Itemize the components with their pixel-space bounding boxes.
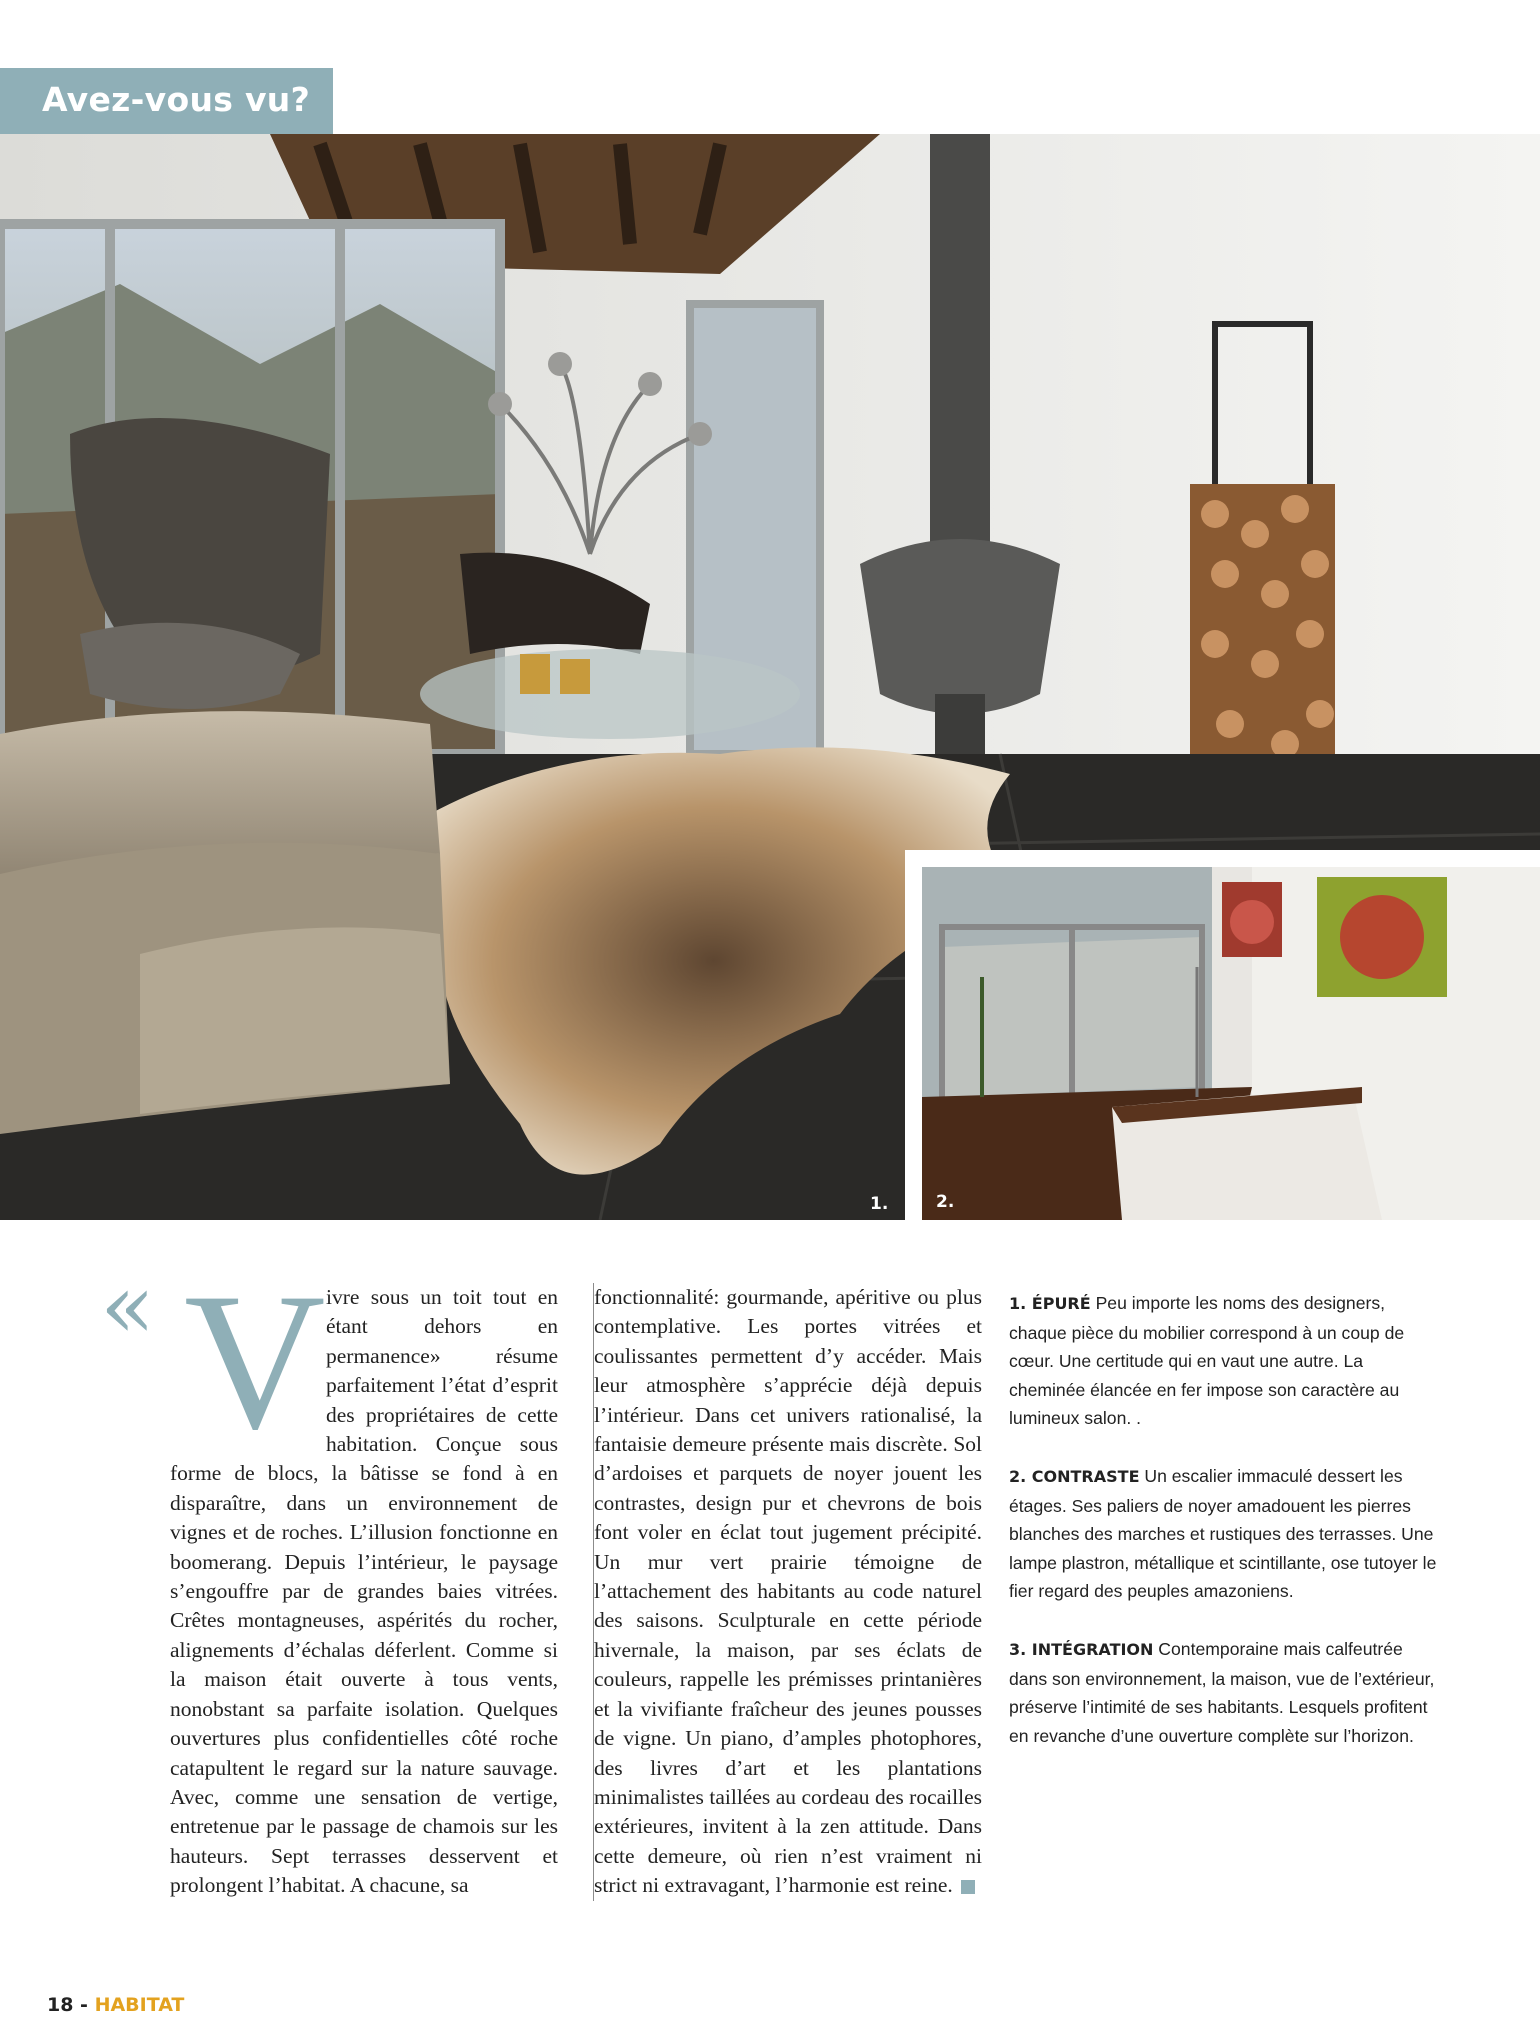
article-paragraph-1 bbox=[170, 1253, 558, 1901]
caption-3-text: Contemporaine mais calfeutrée dans son environnement, la maison, vue de l’extérieur, préserve l’intimité de ses habitants. Lesquels profitent en revanche d’une ouverture complète sur l’horizon. bbox=[1009, 1638, 1435, 1746]
section-tag bbox=[0, 68, 333, 134]
photo-staircase bbox=[922, 867, 1540, 1220]
article-column-2 bbox=[593, 1283, 982, 1901]
photo-number-1: 1. bbox=[870, 1194, 889, 1214]
section-tag-label: Avez-vous vu? bbox=[42, 80, 311, 119]
page-number: 18 - bbox=[47, 1994, 95, 2016]
photo-number-2: 2. bbox=[936, 1192, 955, 1212]
photo-staircase-frame bbox=[905, 850, 1540, 1220]
article-text-col1: ivre sous un toit tout en étant dehors en permanence» résume parfaitement l’état d’esprit des propriétaires de cette habitation. Conçue sous forme de blocs, la bâtisse se fond à en disparaître, dans un environnement de vignes et de roches. L’illusion fonctionne en boomerang. Depuis l’intérieur, le paysage s’engouffre par de grandes baies vitrées. Crêtes montagneuses, aspérités du rocher, alignements d’échalas déferlent. Comme si la maison était ouverte à tous vents, nonobstant sa parfaite isolation. Quelques ouvertures plus confidentielles côté roche catapultent le regard sur la nature sauvage. Avec, comme une sensation de vertige, entretenue par le passage de chamois sur les hauteurs. Sept terrasses desservent et prolongent l’habitat. A chacune, sa bbox=[170, 1285, 558, 1898]
article-paragraph-2 bbox=[594, 1283, 982, 1901]
caption-2-label: 2. CONTRASTE bbox=[1009, 1466, 1140, 1486]
caption-3 bbox=[1009, 1635, 1443, 1750]
captions-column bbox=[1009, 1289, 1443, 1779]
caption-1-text: Peu importe les noms des designers, chaque pièce du mobilier correspond à un coup de cœur. Une certitude qui en vaut une autre. La cheminée élancée en fer impose son caractère au lumineux salon. . bbox=[1009, 1293, 1405, 1429]
article-column-1 bbox=[170, 1253, 558, 1901]
caption-3-label: 3. INTÉGRATION bbox=[1009, 1639, 1154, 1659]
magazine-brand: HABITAT bbox=[94, 1994, 185, 2016]
staircase-illustration bbox=[922, 867, 1540, 1220]
caption-2 bbox=[1009, 1462, 1443, 1606]
article-text-col2: fonctionnalité: gourmande, apéritive ou plus contemplative. Les portes vitrées et coulissantes permettent d’y accéder. Mais leur atmosphère s’apprécie déjà depuis l’intérieur. Dans cet univers rationalisé, la fantaisie demeure présente mais discrète. Sol d’ardoises et parquets de noyer jouent les contrastes, design pur et chevrons de bois font voler en éclat tout jugement précipité. Un mur vert prairie témoigne de l’attachement des habitants au code naturel des saisons. Sculpturale en cette période hivernale, la maison, par ses éclats de couleurs, rappelle les prémisses printanières et la vivifiante fraîcheur des jeunes pousses de vigne. Un piano, d’amples photophores, des livres d’art et les plantations minimalistes taillées au cordeau des rocailles extérieures, invitent à la zen attitude. Dans cette demeure, où rien n’est vraiment ni strict ni extravagant, l’harmonie est reine. bbox=[594, 1285, 982, 1898]
end-mark bbox=[961, 1880, 975, 1894]
dropcap: V bbox=[184, 1253, 326, 1470]
caption-1-label: 1. ÉPURÉ bbox=[1009, 1294, 1091, 1313]
opening-quote: « bbox=[100, 1254, 156, 1359]
caption-1 bbox=[1009, 1289, 1443, 1433]
caption-2-text: Un escalier immaculé dessert les étages. Ses paliers de noyer amadouent les pierres blanches des marches et rustiques des terrasses. Une lampe plastron, métallique et scintillante, ose tutoyer le fier regard des peuples amazoniens. bbox=[1009, 1465, 1437, 1602]
page-footer bbox=[47, 1994, 184, 2016]
